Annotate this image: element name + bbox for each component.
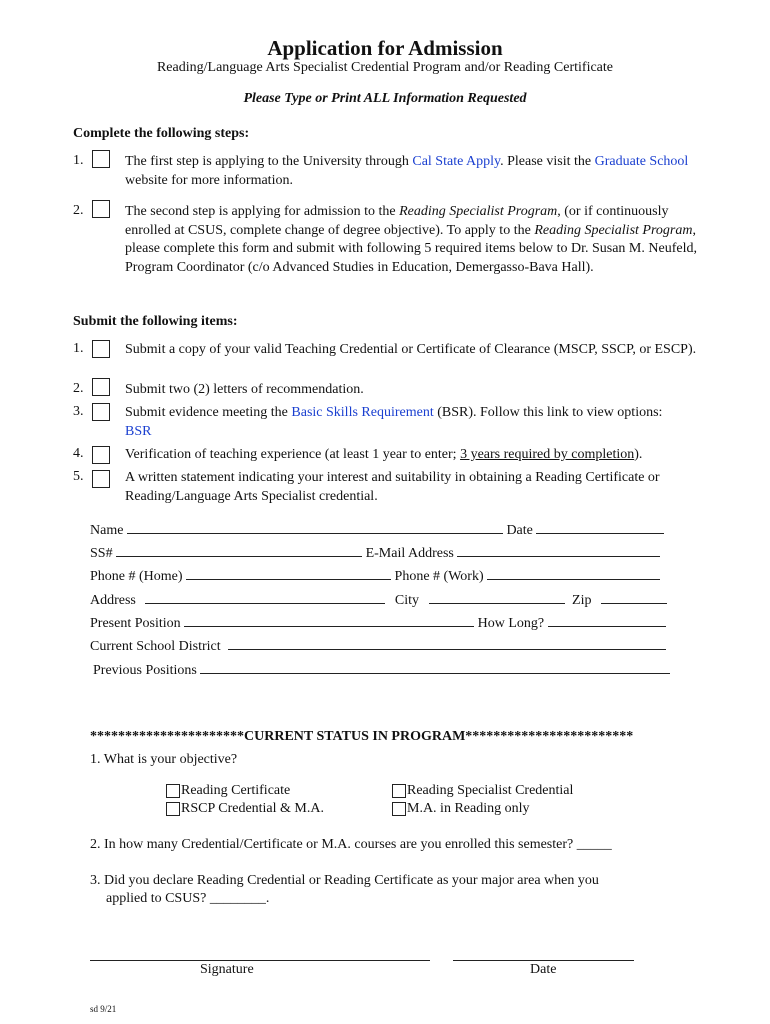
city-label: City — [394, 593, 420, 608]
item-2-number: 2. — [73, 381, 84, 396]
zip-label: Zip — [572, 593, 592, 608]
item-4-checkbox[interactable] — [92, 446, 110, 464]
ss-email-row — [90, 544, 660, 562]
item-1-text: Submit a copy of your valid Teaching Credential or Certificate of Clearance (MSCP, SSCP, or ESCP). — [125, 342, 697, 357]
reading-certificate-checkbox[interactable] — [166, 784, 180, 798]
item-3-checkbox[interactable] — [92, 403, 110, 421]
present-position-field[interactable] — [184, 614, 474, 627]
signature-date-line[interactable] — [453, 960, 634, 961]
major-question-line1: 3. Did you declare Reading Credential or Reading Certificate as your major area when you — [90, 873, 599, 888]
email-label: E-Mail Address — [365, 546, 454, 561]
steps-heading: Complete the following steps: — [73, 126, 250, 141]
item-1-number: 1. — [73, 341, 84, 356]
item-4-text: Verification of teaching experience (at least 1 year to enter; 3 years required by completion). — [125, 447, 643, 462]
rscp-credential-label: RSCP Credential & M.A. — [181, 801, 324, 816]
ss-field[interactable] — [116, 544, 362, 557]
step-2-checkbox[interactable] — [92, 200, 110, 218]
reading-specialist-label: Reading Specialist Credential — [407, 783, 574, 798]
step-2-text: The second step is applying for admission to the Reading Specialist Program, (or if continuously enrolled at CSUS, complete change of degree objective). To apply to the Reading Specialist Program, please complete this form and submit with following 5 required items below to Dr. Susan M. Neufeld, Program Coordinator (c/o Advanced Studies in Education, Demergasso-Bava Hall). — [125, 204, 697, 275]
position-row — [90, 614, 666, 632]
item-5-text: A written statement indicating your interest and suitability in obtaining a Reading Certificate or Reading/Language Arts Specialist credential. — [125, 470, 660, 504]
phone-row — [90, 567, 660, 585]
how-long-label: How Long? — [477, 616, 545, 631]
option-reading-specialist[interactable] — [392, 783, 573, 799]
zip-field[interactable] — [601, 591, 667, 604]
item-5-number: 5. — [73, 469, 84, 484]
school-district-field[interactable] — [228, 637, 666, 650]
date-field[interactable] — [536, 521, 664, 534]
phone-home-label: Phone # (Home) — [90, 569, 183, 584]
previous-positions-label: Previous Positions — [93, 663, 197, 678]
item-3-number: 3. — [73, 404, 84, 419]
ss-label: SS# — [90, 546, 113, 561]
name-row — [90, 521, 664, 539]
cal-state-apply-link[interactable]: Cal State Apply — [412, 154, 501, 169]
item-1-checkbox[interactable] — [92, 340, 110, 358]
address-label: Address — [90, 593, 136, 608]
step-1-number: 1. — [73, 153, 84, 168]
how-long-field[interactable] — [548, 614, 666, 627]
page-title: Application for Admission — [267, 36, 503, 60]
district-row — [90, 637, 666, 655]
address-field[interactable] — [145, 591, 385, 604]
ma-reading-label: M.A. in Reading only — [407, 801, 530, 816]
phone-work-label: Phone # (Work) — [394, 569, 484, 584]
bsr-link[interactable]: BSR — [125, 423, 152, 439]
phone-home-field[interactable] — [186, 567, 391, 580]
school-district-label: Current School District — [90, 639, 221, 654]
major-question-line2: applied to CSUS? ________. — [106, 891, 270, 906]
item-4-number: 4. — [73, 446, 84, 461]
page-subtitle: Reading/Language Arts Specialist Credential Program and/or Reading Certificate — [156, 60, 614, 75]
basic-skills-requirement-link[interactable]: Basic Skills Requirement — [291, 405, 434, 420]
form-code: sd 9/21 — [90, 1004, 117, 1014]
status-banner: **********************CURRENT STATUS IN PROGRAM************************ — [90, 729, 634, 744]
step-1-checkbox[interactable] — [92, 150, 110, 168]
previous-positions-field[interactable] — [200, 661, 670, 674]
reading-certificate-label: Reading Certificate — [181, 783, 291, 798]
ma-reading-checkbox[interactable] — [392, 802, 406, 816]
previous-positions-row — [93, 661, 670, 679]
option-ma-reading[interactable] — [392, 801, 530, 817]
objective-question: 1. What is your objective? — [90, 752, 238, 767]
graduate-school-link[interactable]: Graduate School — [594, 154, 689, 169]
address-row — [90, 591, 667, 609]
instruction-text: Please Type or Print ALL Information Requested — [243, 91, 527, 106]
item-2-checkbox[interactable] — [92, 378, 110, 396]
name-field[interactable] — [127, 521, 503, 534]
email-field[interactable] — [457, 544, 660, 557]
courses-question: 2. In how many Credential/Certificate or M.A. courses are you enrolled this semester? _____ — [90, 837, 612, 852]
name-label: Name — [90, 523, 124, 538]
phone-work-field[interactable] — [487, 567, 660, 580]
submit-heading: Submit the following items: — [73, 314, 238, 329]
item-2-text: Submit two (2) letters of recommendation. — [125, 382, 364, 397]
signature-label: Signature — [200, 962, 254, 977]
step-2-number: 2. — [73, 203, 84, 218]
city-field[interactable] — [429, 591, 565, 604]
option-rscp-credential[interactable] — [166, 801, 324, 817]
signature-date-label: Date — [530, 962, 557, 977]
step-1-text: The first step is applying to the University through Cal State Apply. Please visit the Graduate School website for more information. — [125, 154, 689, 188]
rscp-credential-checkbox[interactable] — [166, 802, 180, 816]
item-3-text: Submit evidence meeting the Basic Skills Requirement (BSR). Follow this link to view options: BSR — [125, 405, 663, 439]
date-label: Date — [506, 523, 533, 538]
reading-specialist-checkbox[interactable] — [392, 784, 406, 798]
item-5-checkbox[interactable] — [92, 470, 110, 488]
present-position-label: Present Position — [90, 616, 181, 631]
option-reading-certificate[interactable] — [166, 783, 290, 799]
signature-line[interactable] — [90, 960, 430, 961]
